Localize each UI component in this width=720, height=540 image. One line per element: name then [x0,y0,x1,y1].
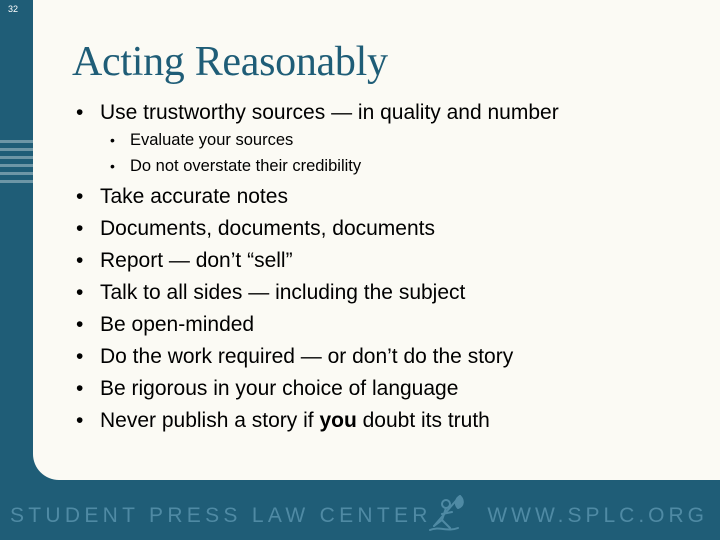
bullet-text-after: doubt its truth [356,409,490,432]
bullet-glyph: • [76,217,84,240]
bullet-glyph: • [76,345,84,368]
bullet-text: Report — don’t “sell” [100,249,293,272]
footer [0,488,720,540]
sub-bullet-item [106,128,361,154]
writer-quill-logo-icon [420,492,472,536]
bullet-glyph: • [110,132,115,148]
bullet-item [72,245,513,277]
bullet-item [72,213,513,245]
bullet-item [72,373,513,405]
bullet-item [72,341,513,373]
bullet-glyph: • [76,313,84,336]
slide-number: 32 [8,4,19,14]
bullet-item [72,309,513,341]
bullet-item-last [72,405,513,437]
sub-bullet-item [106,154,361,180]
bullet-text: Take accurate notes [100,185,288,208]
bullet-text: Do the work required — or don’t do the story [100,345,514,368]
slide-title: Acting Reasonably [72,39,388,85]
bullet-text: Be rigorous in your choice of language [100,377,459,400]
bullet-item [72,277,513,309]
bullet-text-emphasis: you [319,409,357,432]
bullet-text: Be open-minded [100,313,255,336]
bullet-text: Documents, documents, documents [100,217,435,240]
sub-bullet-text: Do not overstate their credibility [130,156,362,175]
bullet-glyph: • [76,249,84,272]
bullet-glyph: • [110,157,115,174]
footer-website: WWW.SPLC.ORG [487,504,708,527]
bullet-glyph: • [76,281,84,304]
bullet-text: Talk to all sides — including the subject [100,281,466,304]
bullet-text: Use trustworthy sources — in quality and number [100,101,559,124]
bullet-glyph: • [76,409,84,432]
bullet-item [72,97,559,129]
bullet-item [72,181,513,213]
sub-bullet-list [106,128,361,179]
bullet-list-top [72,97,559,129]
bullet-text-before: Never publish a story if [100,409,320,432]
bullet-list-main [72,181,513,437]
footer-org-name: STUDENT PRESS LAW CENTER [10,504,432,527]
bullet-glyph: • [76,377,84,400]
bullet-glyph: • [76,185,84,208]
bullet-glyph: • [76,101,84,124]
sub-bullet-text: Evaluate your sources [130,131,294,149]
